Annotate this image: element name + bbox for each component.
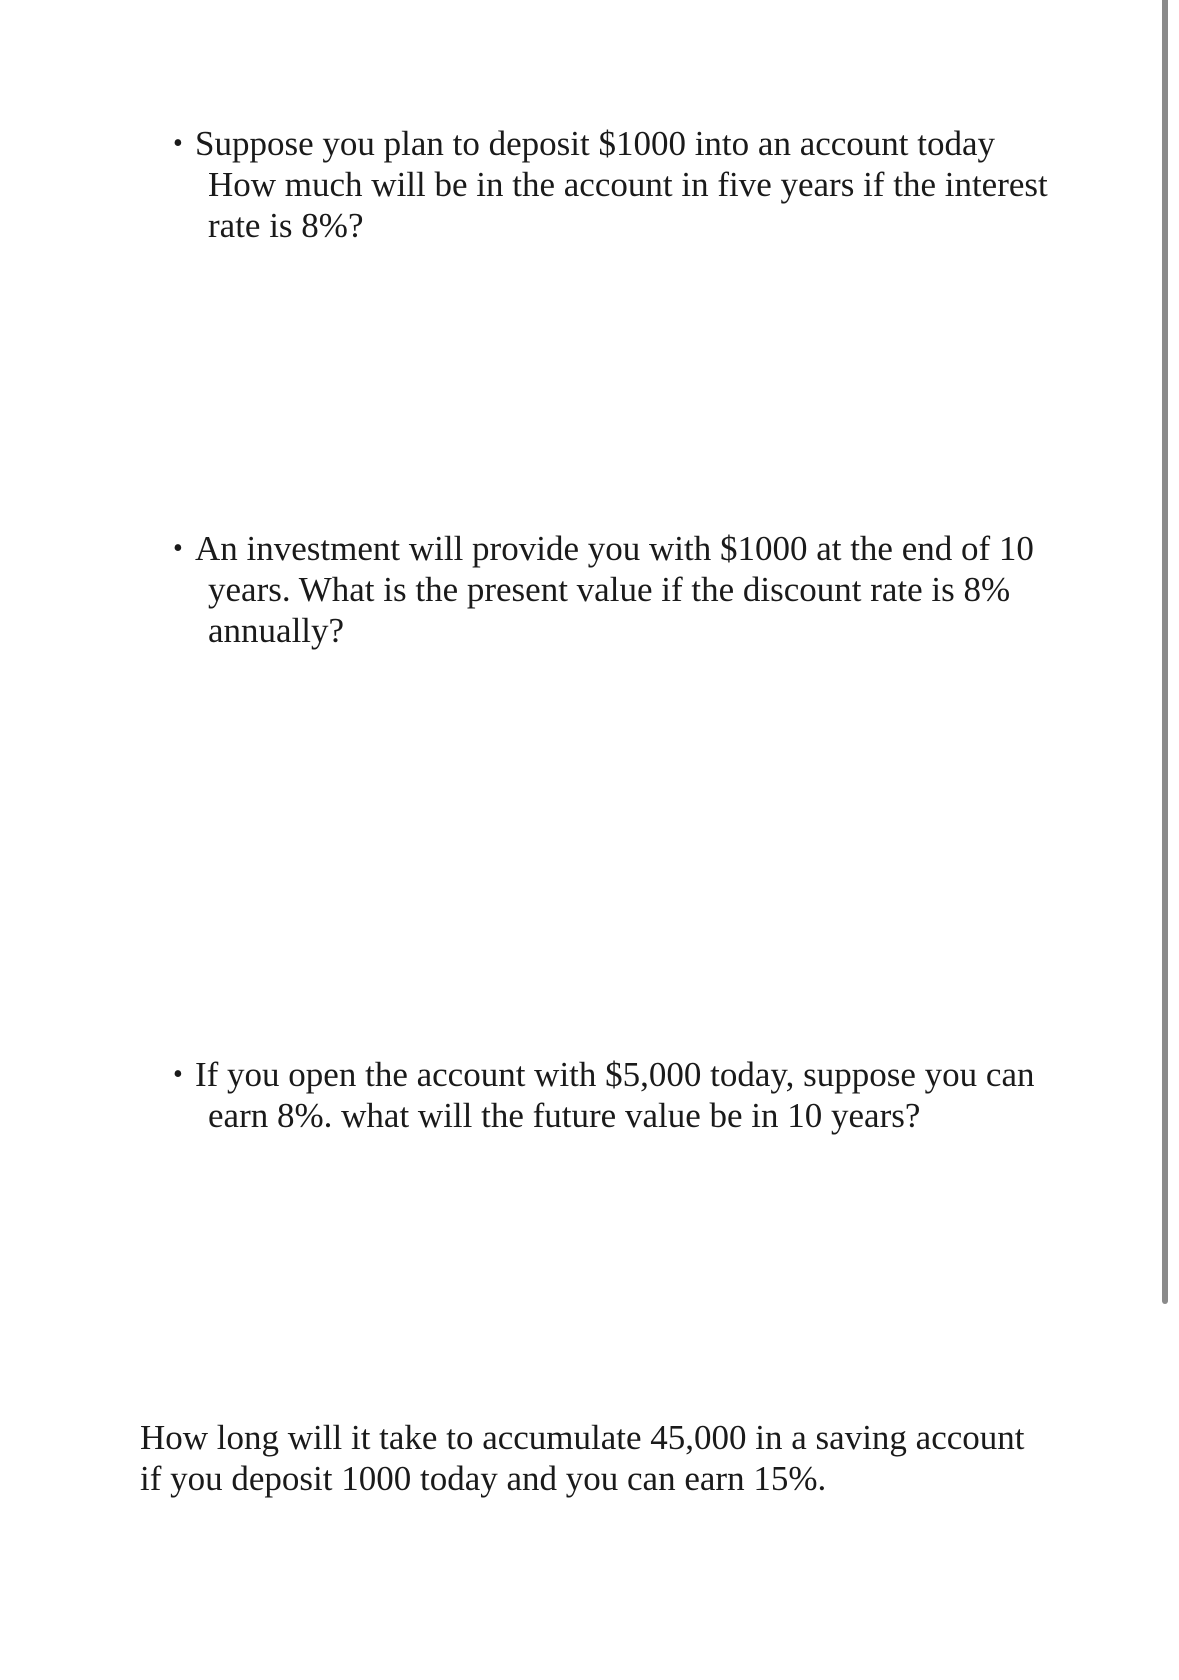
question-2-line-2: years. What is the present value if the discount rate is 8% xyxy=(208,570,1011,609)
question-2-line-3: annually? xyxy=(208,611,345,650)
question-1-line-2: How much will be in the account in five years if the interest xyxy=(208,165,1048,204)
bullet-icon: • xyxy=(173,128,183,159)
question-3 xyxy=(173,1054,1035,1136)
bullet-icon: • xyxy=(173,533,183,564)
question-2 xyxy=(173,528,1034,651)
final-question-line-1: How long will it take to accumulate 45,000 in a saving account xyxy=(140,1418,1025,1457)
question-1-line-1: Suppose you plan to deposit $1000 into an account today xyxy=(195,124,996,163)
question-3-line-2: earn 8%. what will the future value be in 10 years? xyxy=(208,1096,921,1135)
bullet-icon: • xyxy=(173,1059,183,1090)
question-1-line-3: rate is 8%? xyxy=(208,206,364,245)
final-question-line-2: if you deposit 1000 today and you can earn 15%. xyxy=(140,1459,827,1498)
question-2-line-1: An investment will provide you with $1000 at the end of 10 xyxy=(195,529,1034,568)
final-question xyxy=(140,1417,1025,1499)
question-3-line-1: If you open the account with $5,000 today, suppose you can xyxy=(195,1055,1035,1094)
vertical-scrollbar[interactable] xyxy=(1162,0,1168,1304)
question-1 xyxy=(173,123,1048,246)
